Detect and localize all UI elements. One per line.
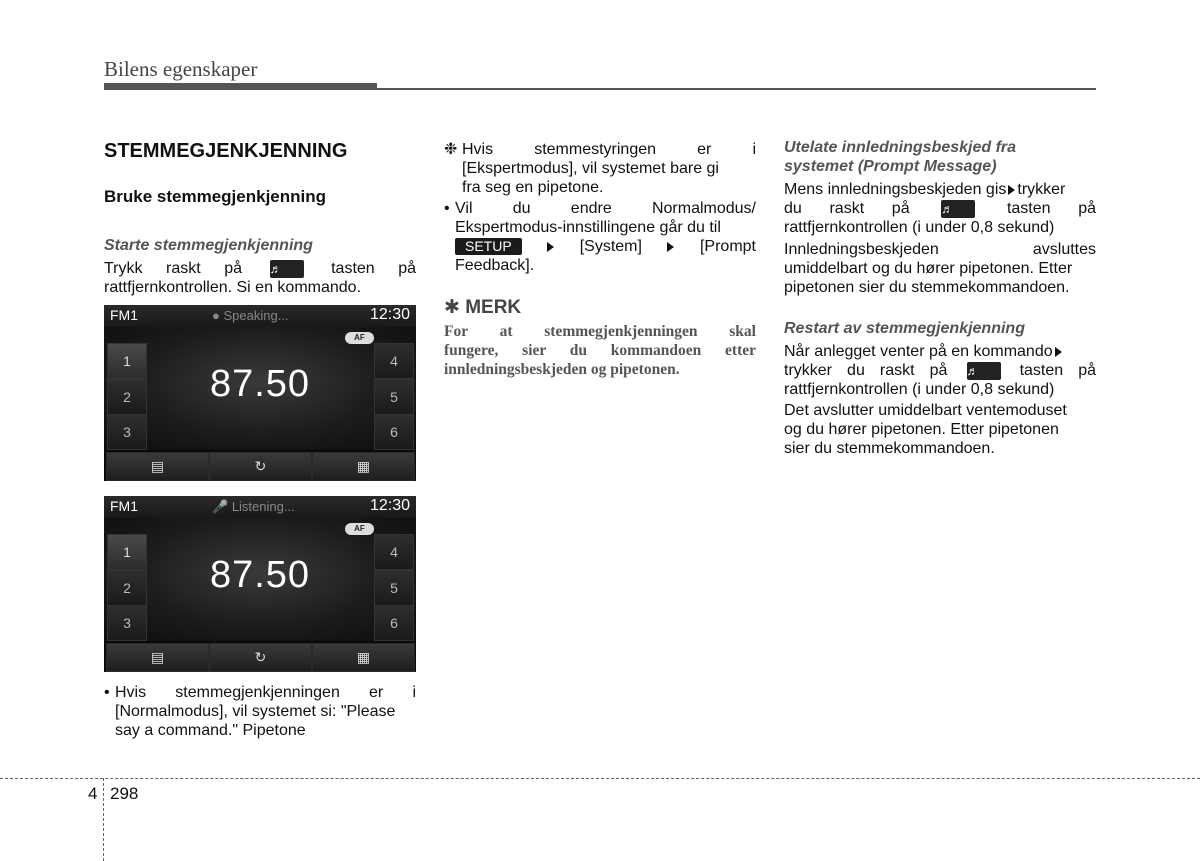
bullet-dot: • [104,684,110,701]
note-line: Ekspertmodus-innstillingene går du til [455,219,721,236]
preset-button[interactable]: 4 [374,343,414,379]
radio-screen-speaking [104,305,416,481]
note-line: Feedback]. [455,257,535,274]
p4-line: Det avslutter umiddelbart ventemoduset [784,402,1067,419]
merk-heading [444,296,521,319]
p2-line: umiddelbart og du hører pipetonen. Etter [784,260,1073,277]
text-span: Trykk raskt på [104,260,243,277]
footer-vertical-divider [103,778,104,861]
clock: 12:30 [369,497,410,514]
menu-grid-icon[interactable]: ▦ [312,643,415,672]
radio-list-icon[interactable]: ▤ [106,643,209,672]
screen-bottom-bar [104,450,416,481]
p3-line [784,342,1064,361]
preset-button[interactable]: 5 [374,379,414,415]
clock: 12:30 [369,306,410,323]
bullet-line: say a command." Pipetone [115,722,306,739]
arrow-right-icon [547,242,554,252]
voice-status [212,308,289,323]
chapter-number: 4 [88,784,98,803]
preset-button[interactable]: 6 [374,605,414,641]
text-span: tasten på [1006,200,1097,217]
band-label: FM1 [110,307,138,323]
merk-line: For at stemmegjenkjenningen skal [444,323,756,340]
note-marker-icon: ❉ [444,141,458,158]
p3-line [784,361,1096,380]
p1-line [784,199,1096,218]
text-span: [System] [579,238,642,255]
preset-button[interactable]: 3 [107,414,147,450]
af-badge: AF [345,523,374,535]
radio-list-icon[interactable]: ▤ [106,452,209,481]
speaking-icon: ● [212,308,220,323]
page-number: 298 [110,784,139,803]
microphone-icon: 🎤 [212,499,229,514]
voice-key-icon: ♬ [270,260,304,278]
radio-screen-listening [104,496,416,672]
merk-line: fungere, sier du kommandoen etter [444,342,756,359]
preset-button[interactable]: 3 [107,605,147,641]
p1-line [784,180,1096,199]
af-badge: AF [345,332,374,344]
voice-key-icon: ♬ [941,200,975,218]
header-rule-bold [104,83,377,90]
voice-status [212,499,295,515]
status-text: Speaking... [223,308,289,323]
text-span: [Prompt [699,238,756,255]
text-span: trykker du raskt på [784,362,948,379]
text-span: MERK [465,297,522,318]
preset-button[interactable]: 1 [107,534,147,570]
preset-button[interactable]: 5 [374,570,414,606]
bullet-line: Hvis stemmegjenkjenningen er i [115,684,416,701]
footer-divider [0,778,1200,779]
voice-key-icon: ♬ [967,362,1001,380]
text-span: Mens innledningsbeskjeden gis [784,181,1007,198]
radio-scan-icon[interactable]: ↻ [209,452,312,481]
text-span: trykker [1017,181,1066,198]
heading-start-voice: Starte stemmegjenkjenning [104,237,313,254]
p1-line: rattfjernkontrollen (i under 0,8 sekund) [784,219,1055,236]
text-span: Når anlegget venter på en kommando [784,343,1053,360]
heading-skip-prompt: Utelate innledningsbeskjed fra [784,139,1017,156]
arrow-right-icon [1008,185,1015,195]
frequency-display: 87.50 [209,554,311,596]
text-span: tasten på [1019,362,1096,379]
heading-skip-prompt: systemet (Prompt Message) [784,158,997,175]
text-span: du raskt på [784,200,910,217]
note-line: Vil du endre Normalmodus/ [455,200,756,217]
p4-line: sier du stemmekommandoen. [784,440,995,457]
setup-key-label: SETUP [455,238,522,255]
note-line: fra seg en pipetone. [462,179,604,196]
setup-path-line [455,237,756,256]
screen-bottom-bar [104,641,416,672]
p2-line: pipetonen sier du stemmekommandoen. [784,279,1070,296]
note-line: Hvis stemmestyringen er i [462,141,756,158]
frequency-display: 87.50 [209,363,311,405]
p4-line: og du hører pipetonen. Etter pipetonen [784,421,1059,438]
radio-scan-icon[interactable]: ↻ [209,643,312,672]
menu-grid-icon[interactable]: ▦ [312,452,415,481]
bullet-line: [Normalmodus], vil systemet si: "Please [115,703,396,720]
merk-line: innledningsbeskjeden og pipetonen. [444,361,680,378]
band-label: FM1 [110,498,138,514]
asterisk-icon: ✱ [444,297,460,318]
preset-button[interactable]: 1 [107,343,147,379]
note-line: [Ekspertmodus], vil systemet bare gi [462,160,719,177]
status-text: Listening... [231,499,295,514]
start-voice-line2: rattfjernkontrollen. Si en kommando. [104,279,362,296]
heading-restart: Restart av stemmegjenkjenning [784,320,1025,337]
p2-line: Innledningsbeskjeden avsluttes [784,241,1096,258]
text-span: tasten på [331,260,416,277]
arrow-right-icon [1055,347,1062,357]
arrow-right-icon [667,242,674,252]
preset-button[interactable]: 2 [107,379,147,415]
preset-button[interactable]: 6 [374,414,414,450]
p3-line: rattfjernkontrollen (i under 0,8 sekund) [784,381,1055,398]
start-voice-line1 [104,259,416,278]
bullet-dot: • [444,200,450,217]
header-rule-thin [377,88,1096,90]
running-header: Bilens egenskaper [104,57,258,81]
section-title: STEMMEGJENKJENNING [104,140,348,162]
preset-button[interactable]: 4 [374,534,414,570]
subsection-title: Bruke stemmegjenkjenning [104,187,327,206]
preset-button[interactable]: 2 [107,570,147,606]
